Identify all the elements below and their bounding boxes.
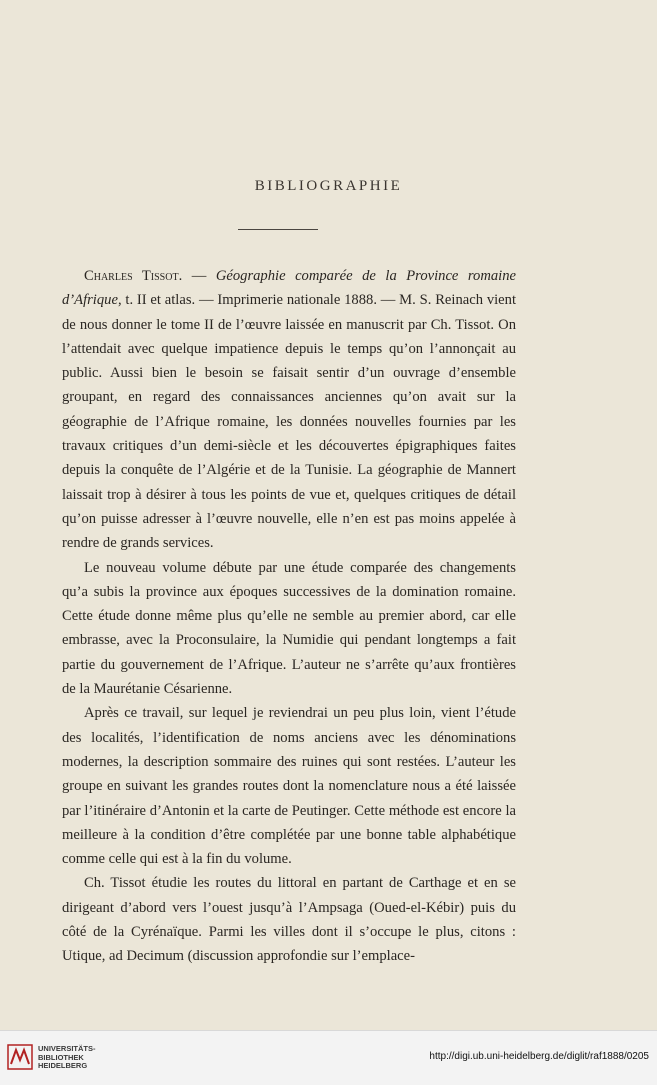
paragraph-2: Le nouveau volume débute par une étude comparée des changements qu’a subis la province aux époques successives de la domination romaine. Cette étude donne même plus qu’elle ne semble au premier abord, car elle embrasse, avec la Proconsulaire, la Numidie qui pendant longtemps a fait partie du gouvernement de l’Afrique. L’auteur ne s’arrête qu’aux frontières de la Maurétanie Césarienne. <box>62 559 516 698</box>
library-name: UNIVERSITÄTS- BIBLIOTHEK HEIDELBERG <box>38 1044 96 1070</box>
footer-bar <box>0 1030 657 1085</box>
entry-author: Charles Tissot. <box>84 268 183 284</box>
source-url[interactable]: http://digi.ub.uni-heidelberg.de/diglit/raf1888/0205 <box>429 1051 649 1062</box>
entry-rest: , t. II et atlas. — Imprimerie nationale 1888. — M. S. Reinach vient de nous donner le tome II de l’œuvre laissée en manuscrit par Ch. Tissot. On l’attendait avec quelque impatience depuis le temps qu’on l’annonçait au public. Aussi bien le besoin se faisait sentir d’un ouvrage d’ensemble groupant, en regard des connaissances anciennes qu’on avait sur la géographie de l’Afrique romaine, les données nouvelles fournies par les travaux critiques d’un demi-siècle et les découvertes épigraphiques faites depuis la conquête de l’Algérie et de la Tunisie. La géographie de Mannert laissait trop à désirer à tous les points de vue et, quelques critiques de détail qu’on puisse adresser à l’œuvre nouvelle, elle n’en est pas moins appelée à rendre de grands services. <box>62 292 516 552</box>
paragraph-1: Charles Tissot. — Géographie comparée de la Province romaine d’Afrique, t. II et atlas. — Imprimerie nationale 1888. — M. S. Reinach vient de nous donner le tome II de l’œuvre laissée en manuscrit par Ch. Tissot. On l’attendait avec quelque impatience depuis le temps qu’on l’annonçait au public. Aussi bien le besoin se faisait sentir d’un ouvrage d’ensemble groupant, en regard des connaissances anciennes qu’on avait sur la géographie de l’Afrique romaine, les données nouvelles fournies par les travaux critiques d’un demi-siècle et les découvertes épigraphiques faites depuis la conquête de l’Algérie et de la Tunisie. La géographie de Mannert laissait trop à désirer à tous les points de vue et, quelques critiques de détail qu’on puisse adresser à l’œuvre nouvelle, elle n’en est pas moins appelée à rendre de grands services. <box>62 268 517 552</box>
body-text <box>62 264 516 969</box>
library-logo-icon <box>7 1044 33 1070</box>
page-heading: BIBLIOGRAPHIE <box>254 178 403 194</box>
entry-title: Géographie comparée de la Province romaine d’Afrique <box>62 268 517 309</box>
heading-rule <box>238 229 318 230</box>
paragraph-3: Après ce travail, sur lequel je reviendrai un peu plus loin, vient l’étude des localités, l’identification de noms anciens avec les dénominations modernes, la description sommaire des ruines qui sont restées. L’auteur les groupe en suivant les grandes routes dont la nomenclature nous a été laissée par l’itinéraire d’Antonin et la carte de Peutinger. Cette méthode est encore la meilleure à la condition d’être complétée par une bonne table alphabétique comme celle qui est à la fin du volume. <box>62 705 516 868</box>
paragraph-4: Ch. Tissot étudie les routes du littoral en partant de Carthage et en se dirigeant d’abord vers l’ouest jusqu’à l’Ampsaga (Oued-el-Kébir) puis du côté de la Cyrénaïque. Parmi les villes dont il s’occupe le plus, citons : Utique, ad Decimum (discussion approfondie sur l’emplace- <box>62 875 516 965</box>
